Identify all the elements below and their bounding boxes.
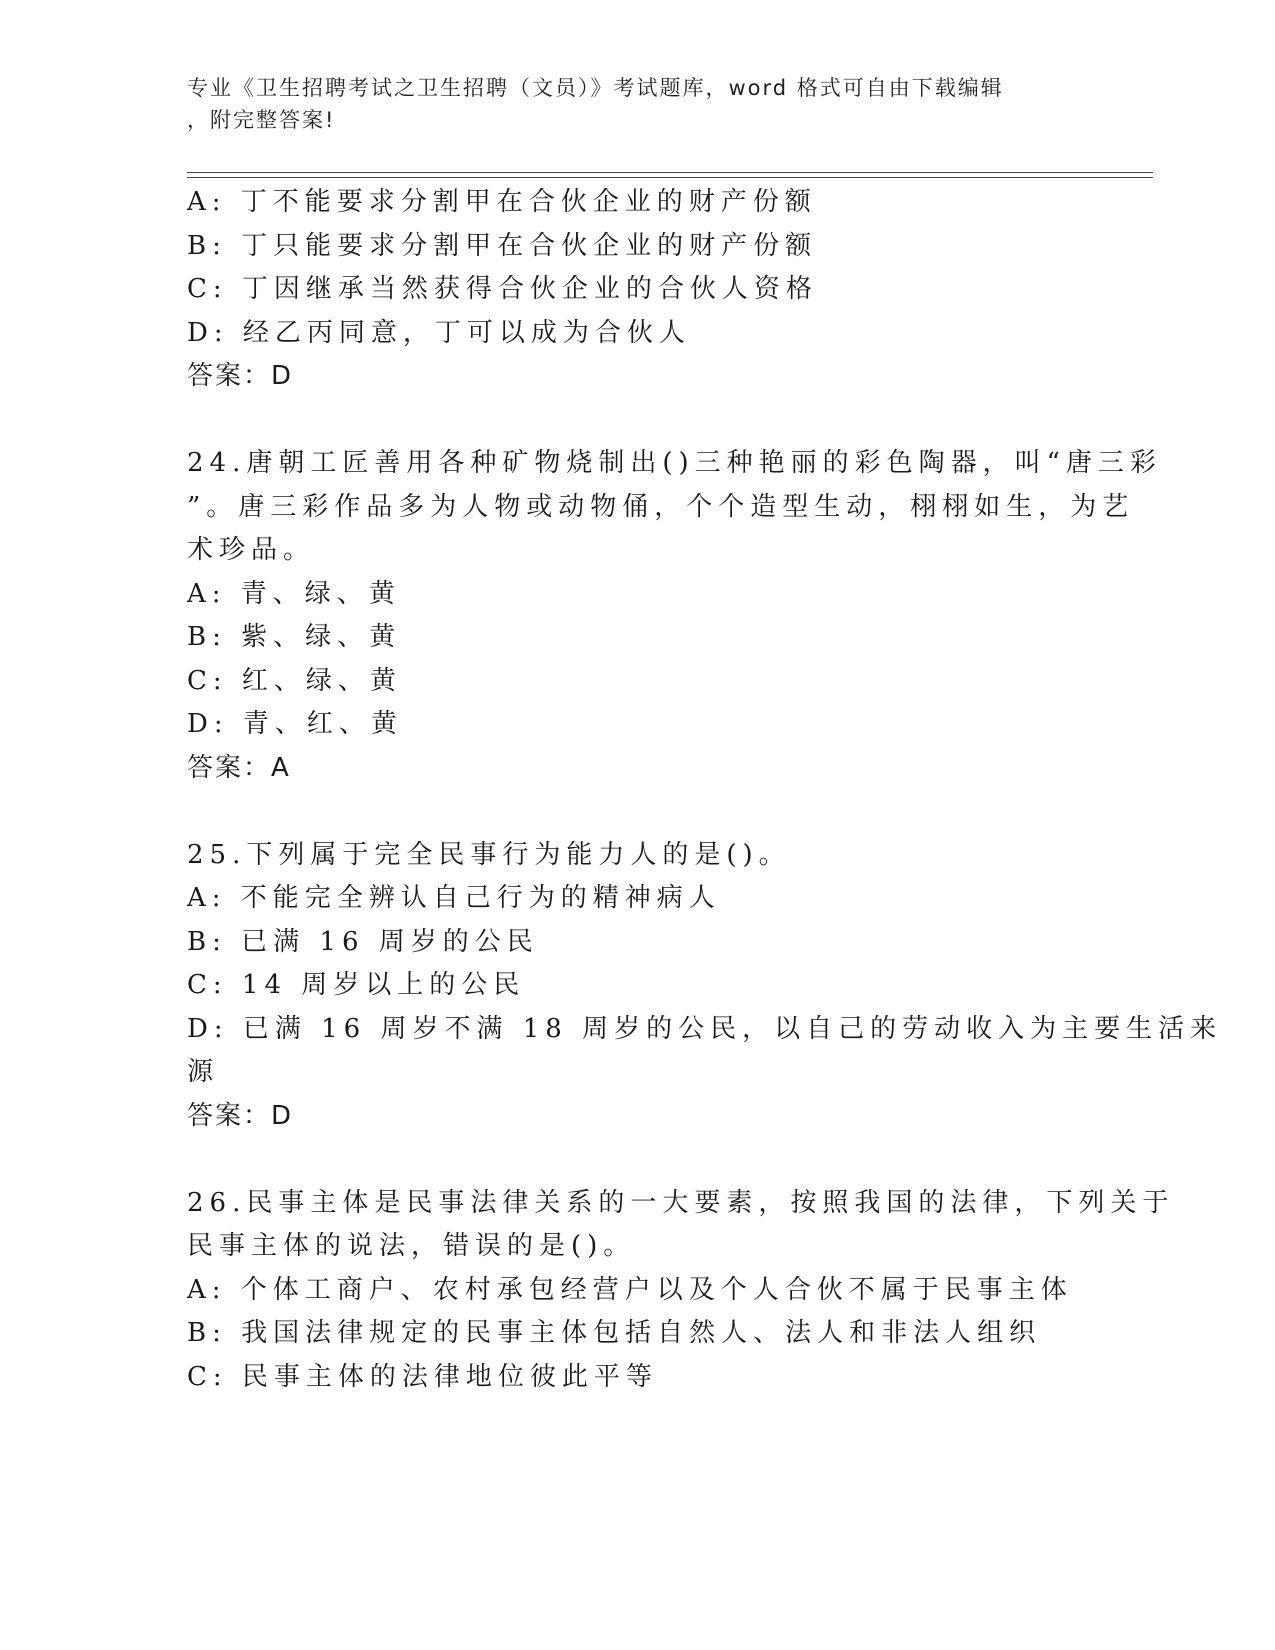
q25-answer: 答案：D	[187, 1101, 294, 1131]
q25-stem-line-1: 25.下列属于完全民事行为能力人的是()。	[187, 840, 791, 870]
q23-option-c: C: 丁因继承当然获得合伙企业的合伙人资格	[187, 274, 818, 304]
header-rule-top	[187, 172, 1153, 173]
q23-option-d: D: 经乙丙同意，丁可以成为合伙人	[187, 318, 691, 348]
q25-option-d: D: 已满 16 周岁不满 18 周岁的公民，以自己的劳动收入为主要生活来	[187, 1014, 1223, 1044]
q25-option-d-continued: 源	[187, 1057, 220, 1087]
q26-option-b: B: 我国法律规定的民事主体包括自然人、法人和非法人组织	[187, 1318, 1042, 1348]
q24-option-b: B: 紫、绿、黄	[187, 622, 402, 652]
header-title-line-2: ，附完整答案!	[187, 108, 336, 132]
q24-option-a: A: 青、绿、黄	[187, 579, 401, 609]
q24-stem-line-1: 24.唐朝工匠善用各种矿物烧制出()三种艳丽的彩色陶器，叫“唐三彩	[187, 448, 1162, 478]
header-title-line-1: 专业《卫生招聘考试之卫生招聘（文员）》考试题库，word 格式可自由下载编辑	[187, 76, 1004, 100]
header-rule-bottom	[187, 177, 1153, 178]
q24-stem-line-2: ”。唐三彩作品多为人物或动物俑，个个造型生动，栩栩如生，为艺	[187, 492, 1135, 522]
q26-stem-line-1: 26.民事主体是民事法律关系的一大要素，按照我国的法律，下列关于	[187, 1188, 1175, 1218]
q24-option-c: C: 红、绿、黄	[187, 666, 402, 696]
q25-option-c: C: 14 周岁以上的公民	[187, 970, 526, 1000]
q24-stem-line-3: 术珍品。	[187, 535, 316, 565]
q23-answer: 答案：D	[187, 361, 294, 391]
q23-option-a: A: 丁不能要求分割甲在合伙企业的财产份额	[187, 187, 817, 217]
q25-option-a: A: 不能完全辨认自己行为的精神病人	[187, 883, 721, 913]
q24-answer: 答案：A	[187, 753, 291, 783]
q25-option-b: B: 已满 16 周岁的公民	[187, 927, 539, 957]
q23-option-b: B: 丁只能要求分割甲在合伙企业的财产份额	[187, 231, 818, 261]
q26-option-a: A: 个体工商户、农村承包经营户以及个人合伙不属于民事主体	[187, 1275, 1073, 1305]
q24-option-d: D: 青、红、黄	[187, 709, 403, 739]
q26-option-c: C: 民事主体的法律地位彼此平等	[187, 1362, 658, 1392]
q26-stem-line-2: 民事主体的说法，错误的是()。	[187, 1231, 636, 1261]
